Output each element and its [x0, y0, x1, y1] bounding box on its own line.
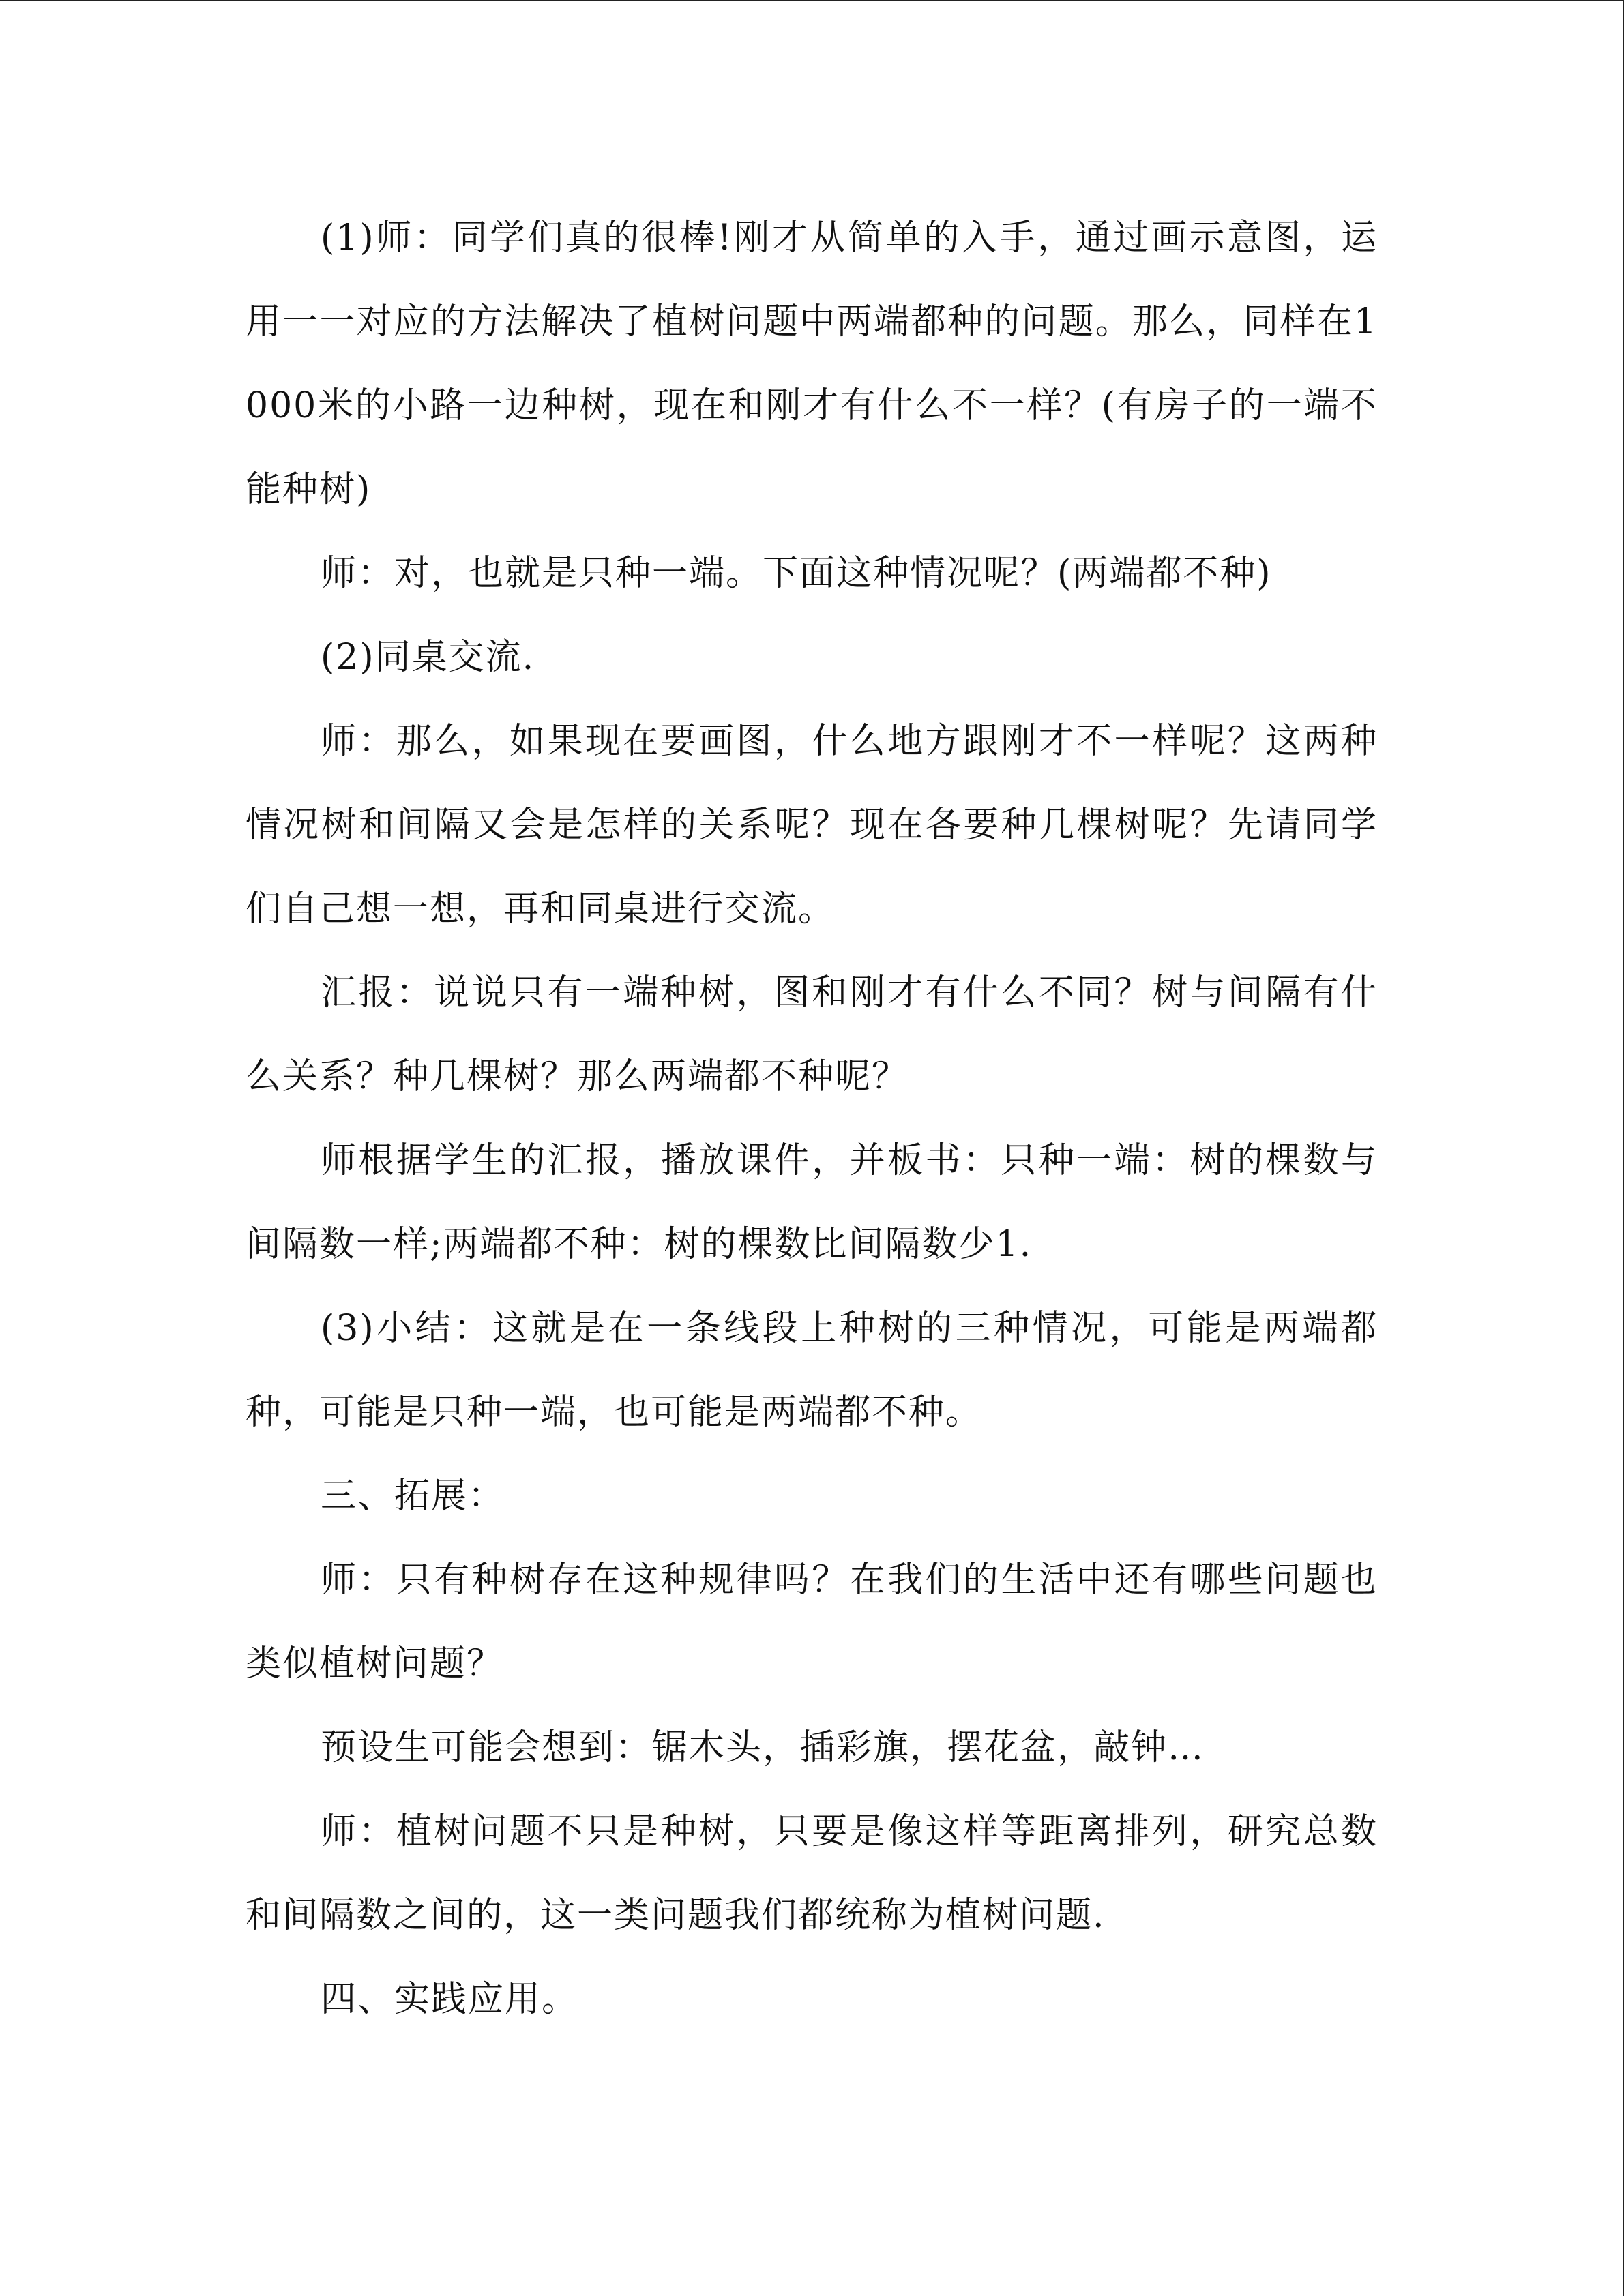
paragraph-teacher-one-end: 师：对，也就是只种一端。下面这种情况呢？(两端都不种) [321, 553, 1272, 594]
paragraph-report: 汇报：说说只有一端种树，图和刚才有什么不同？树与间隔有什么关系？种几棵树？那么两端都不种呢？ [246, 972, 1378, 1097]
section-heading-practice: 四、实践应用。 [321, 1979, 579, 2020]
paragraph-desk-exchange: (2)同桌交流. [321, 637, 535, 678]
section-heading-extension: 三、拓展： [321, 1476, 505, 1517]
paragraph-summary: (3)小结：这就是在一条线段上种树的三种情况，可能是两端都种，可能是只种一端，也可能是两端都不种。 [246, 1308, 1378, 1433]
paragraph-board-writing: 师根据学生的汇报，播放课件，并板书：只种一端：树的棵数与间隔数一样;两端都不种：树的棵数比间隔数少1. [246, 1140, 1378, 1265]
paragraph-preset-answers: 预设生可能会想到：锯木头，插彩旗，摆花盆，敲钟… [321, 1727, 1205, 1768]
paragraph-teacher-question: 师：只有种树存在这种规律吗？在我们的生活中还有哪些问题也类似植树问题？ [246, 1560, 1378, 1684]
paragraph-teacher-definition: 师：植树问题不只是种树，只要是像这样等距离排列，研究总数和间隔数之间的，这一类问题我们都统称为植树问题. [246, 1811, 1378, 1936]
paragraph-teacher-draw: 师：那么，如果现在要画图，什么地方跟刚才不一样呢？这两种情况树和间隔又会是怎样的关系呢？现在各要种几棵树呢？先请同学们自己想一想，再和同桌进行交流。 [246, 721, 1378, 929]
document-body [246, 196, 1378, 2042]
paragraph-teacher-intro: (1)师：同学们真的很棒!刚才从简单的入手，通过画示意图，运用一一对应的方法解决了植树问题中两端都种的问题。那么，同样在1000米的小路一边种树，现在和刚才有什么不一样？(有房子的一端不能种树) [246, 218, 1378, 510]
